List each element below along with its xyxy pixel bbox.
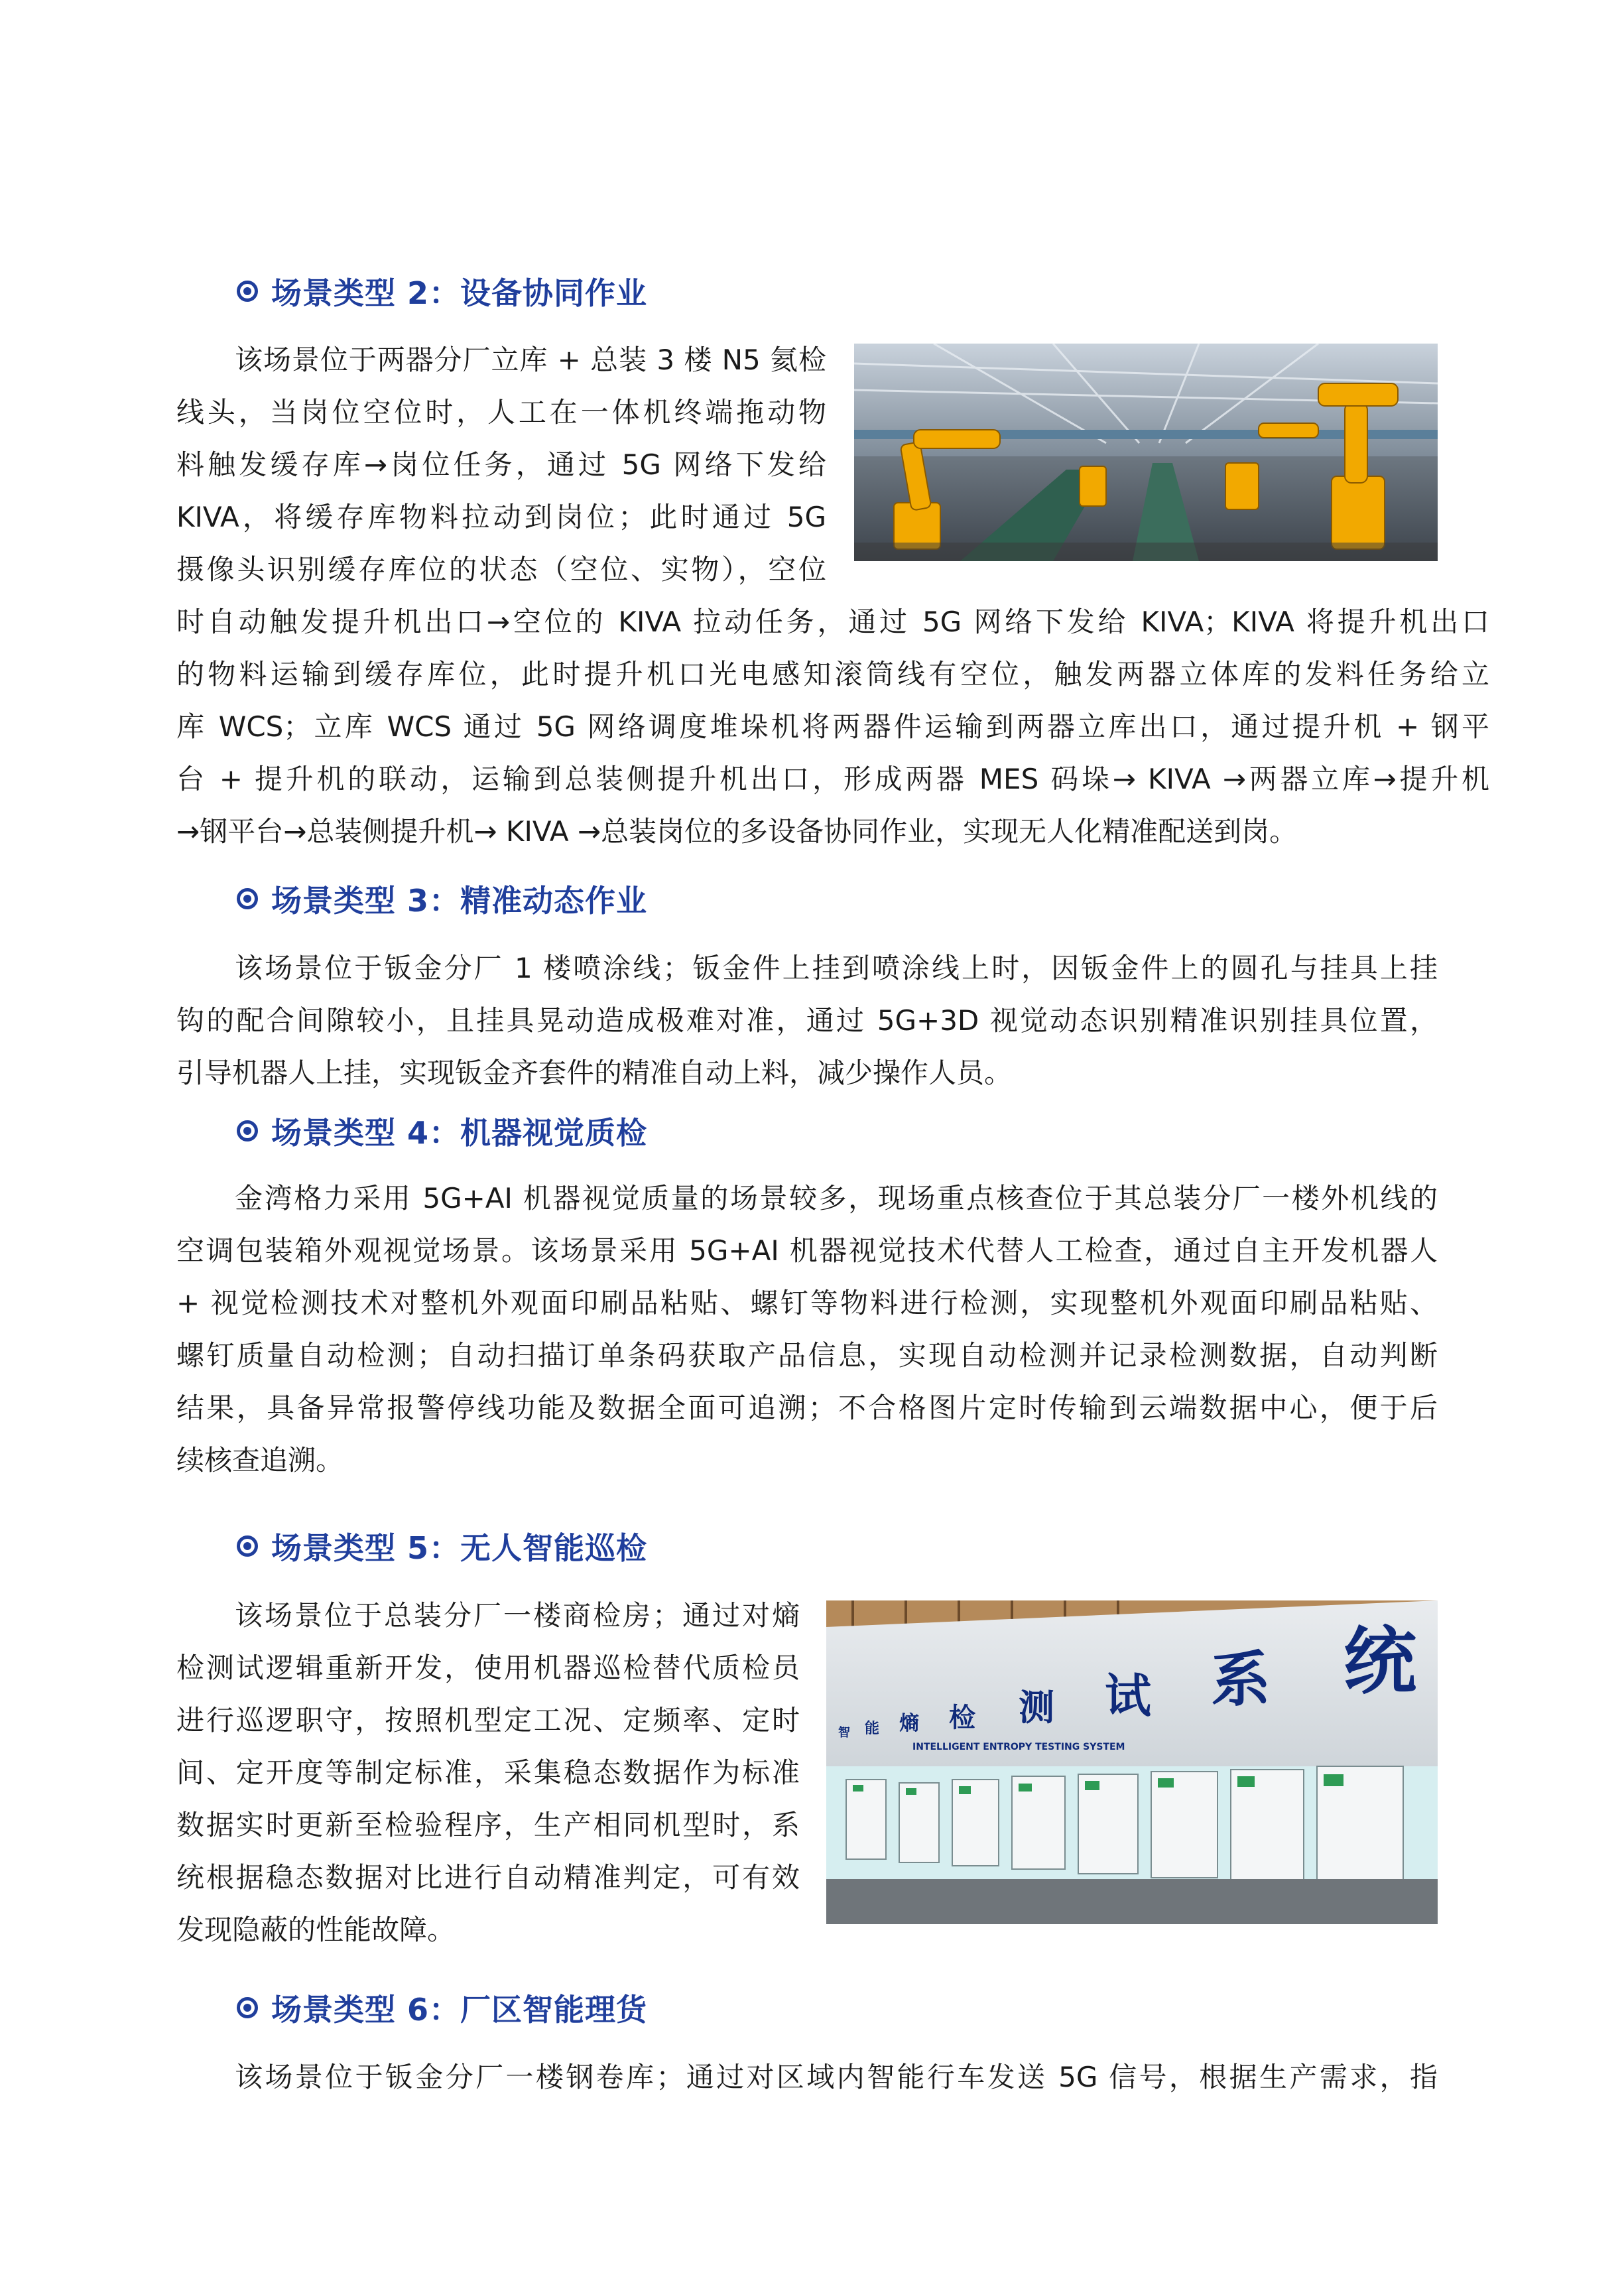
text-line: 库 WCS；立库 WCS 通过 5G 网络调度堆垛机将两器件运输到两器立库出口，通过提升机 + 钢平 xyxy=(176,710,1489,743)
paragraph-section-3 xyxy=(176,942,1438,1099)
text-line: + 视觉检测技术对整机外观面印刷品粘贴、螺钉等物料进行检测，实现整机外观面印刷品粘贴、 xyxy=(176,1287,1438,1319)
heading-section-6 xyxy=(237,1985,647,2031)
robot-line-illustration xyxy=(854,344,1438,561)
text-line: 发现隐蔽的性能故障。 xyxy=(176,1914,456,1946)
sign-char: 能 xyxy=(865,1721,880,1737)
text-line: 进行巡逻职守，按照机型定工况、定频率、定时 xyxy=(176,1704,800,1736)
text-line: 该场景位于钣金分厂一楼钢卷库；通过对区域内智能行车发送 5G 信号，根据生产需求，指 xyxy=(235,2061,1438,2093)
paragraph-section-6 xyxy=(176,2051,1438,2103)
target-bullet-icon xyxy=(237,888,258,909)
text-line: 钩的配合间隙较小，且挂具晃动造成极难对准，通过 5G+3D 视觉动态识别精准识别挂具位置， xyxy=(176,1004,1438,1037)
heading-section-4 xyxy=(237,1108,647,1154)
text-line: 引导机器人上挂，实现钣金齐套件的精准自动上料，减少操作人员。 xyxy=(176,1057,1013,1089)
text-line: →钢平台→总装侧提升机→ KIVA →总装岗位的多设备协同作业，实现无人化精准配送到岗。 xyxy=(176,815,1298,848)
target-bullet-icon xyxy=(237,1120,258,1141)
heading-text: 场景类型 3：精准动态作业 xyxy=(271,883,648,919)
sign-char: 智 xyxy=(838,1726,850,1740)
photo-robot-assembly-line xyxy=(854,344,1438,561)
sign-char: 测 xyxy=(1019,1687,1054,1728)
text-line: 摄像头识别缓存库位的状态（空位、实物），空位 xyxy=(176,553,826,586)
heading-text: 场景类型 2：设备协同作业 xyxy=(271,275,648,311)
sign-char: 检 xyxy=(949,1703,975,1733)
paragraph-section-5 xyxy=(176,1589,800,1956)
text-line: 的物料运输到缓存库位，此时提升机口光电感知滚筒线有空位，触发两器立体库的发料任务给立 xyxy=(176,658,1489,690)
text-line: 续核查追溯。 xyxy=(176,1444,344,1476)
text-line: 检测试逻辑重新开发，使用机器巡检替代质检员 xyxy=(176,1652,800,1684)
heading-section-3 xyxy=(237,876,647,922)
sign-char: 试 xyxy=(1105,1669,1151,1723)
text-line: 该场景位于总装分厂一楼商检房；通过对熵 xyxy=(235,1599,800,1632)
sign-char: 系 xyxy=(1211,1645,1271,1715)
text-line: 结果，具备异常报警停线功能及数据全面可追溯；不合格图片定时传输到云端数据中心，便于后 xyxy=(176,1392,1438,1424)
text-line: 统根据稳态数据对比进行自动精准判定，可有效 xyxy=(176,1861,800,1894)
text-line: 线头，当岗位空位时，人工在一体机终端拖动物 xyxy=(176,396,826,428)
text-line: 台 + 提升机的联动，运输到总装侧提升机出口，形成两器 MES 码垛→ KIVA →两器立库→提升机 xyxy=(176,763,1489,795)
heading-text: 场景类型 5：无人智能巡检 xyxy=(271,1530,648,1566)
testing-hall-illustration xyxy=(826,1600,1438,1924)
target-bullet-icon xyxy=(237,1997,258,2018)
text-line: 螺钉质量自动检测；自动扫描订单条码获取产品信息，实现自动检测并记录检测数据，自动判断 xyxy=(176,1339,1438,1372)
text-line: 空调包装箱外观视觉场景。该场景采用 5G+AI 机器视觉技术代替人工检查，通过自主开发机器人 xyxy=(176,1234,1438,1267)
text-line: 数据实时更新至检验程序，生产相同机型时，系 xyxy=(176,1809,800,1841)
text-line: KIVA，将缓存库物料拉动到岗位；此时通过 5G xyxy=(176,501,826,533)
text-line: 时自动触发提升机出口→空位的 KIVA 拉动任务，通过 5G 网络下发给 KIVA；KIVA 将提升机出口 xyxy=(176,606,1489,638)
sign-char: 统 xyxy=(1343,1619,1416,1704)
heading-section-2 xyxy=(237,268,647,314)
text-line: 该场景位于两器分厂立库 + 总装 3 楼 N5 氦检 xyxy=(235,344,826,376)
target-bullet-icon xyxy=(237,1535,258,1557)
heading-text: 场景类型 4：机器视觉质检 xyxy=(271,1115,648,1151)
paragraph-section-4 xyxy=(176,1172,1438,1486)
heading-text: 场景类型 6：厂区智能理货 xyxy=(271,1992,648,2028)
sign-english: INTELLIGENT ENTROPY TESTING SYSTEM xyxy=(912,1742,1125,1752)
text-line: 料触发缓存库→岗位任务，通过 5G 网络下发给 xyxy=(176,448,826,481)
text-line: 金湾格力采用 5G+AI 机器视觉质量的场景较多，现场重点核查位于其总装分厂一楼外机线的 xyxy=(235,1182,1438,1214)
photo-entropy-testing-system xyxy=(826,1600,1438,1924)
target-bullet-icon xyxy=(237,281,258,302)
heading-section-5 xyxy=(237,1523,647,1569)
text-line: 间、定开度等制定标准，采集稳态数据作为标准 xyxy=(176,1756,800,1789)
text-line: 该场景位于钣金分厂 1 楼喷涂线；钣金件上挂到喷涂线上时，因钣金件上的圆孔与挂具上挂 xyxy=(235,952,1438,984)
sign-char: 熵 xyxy=(899,1712,919,1735)
